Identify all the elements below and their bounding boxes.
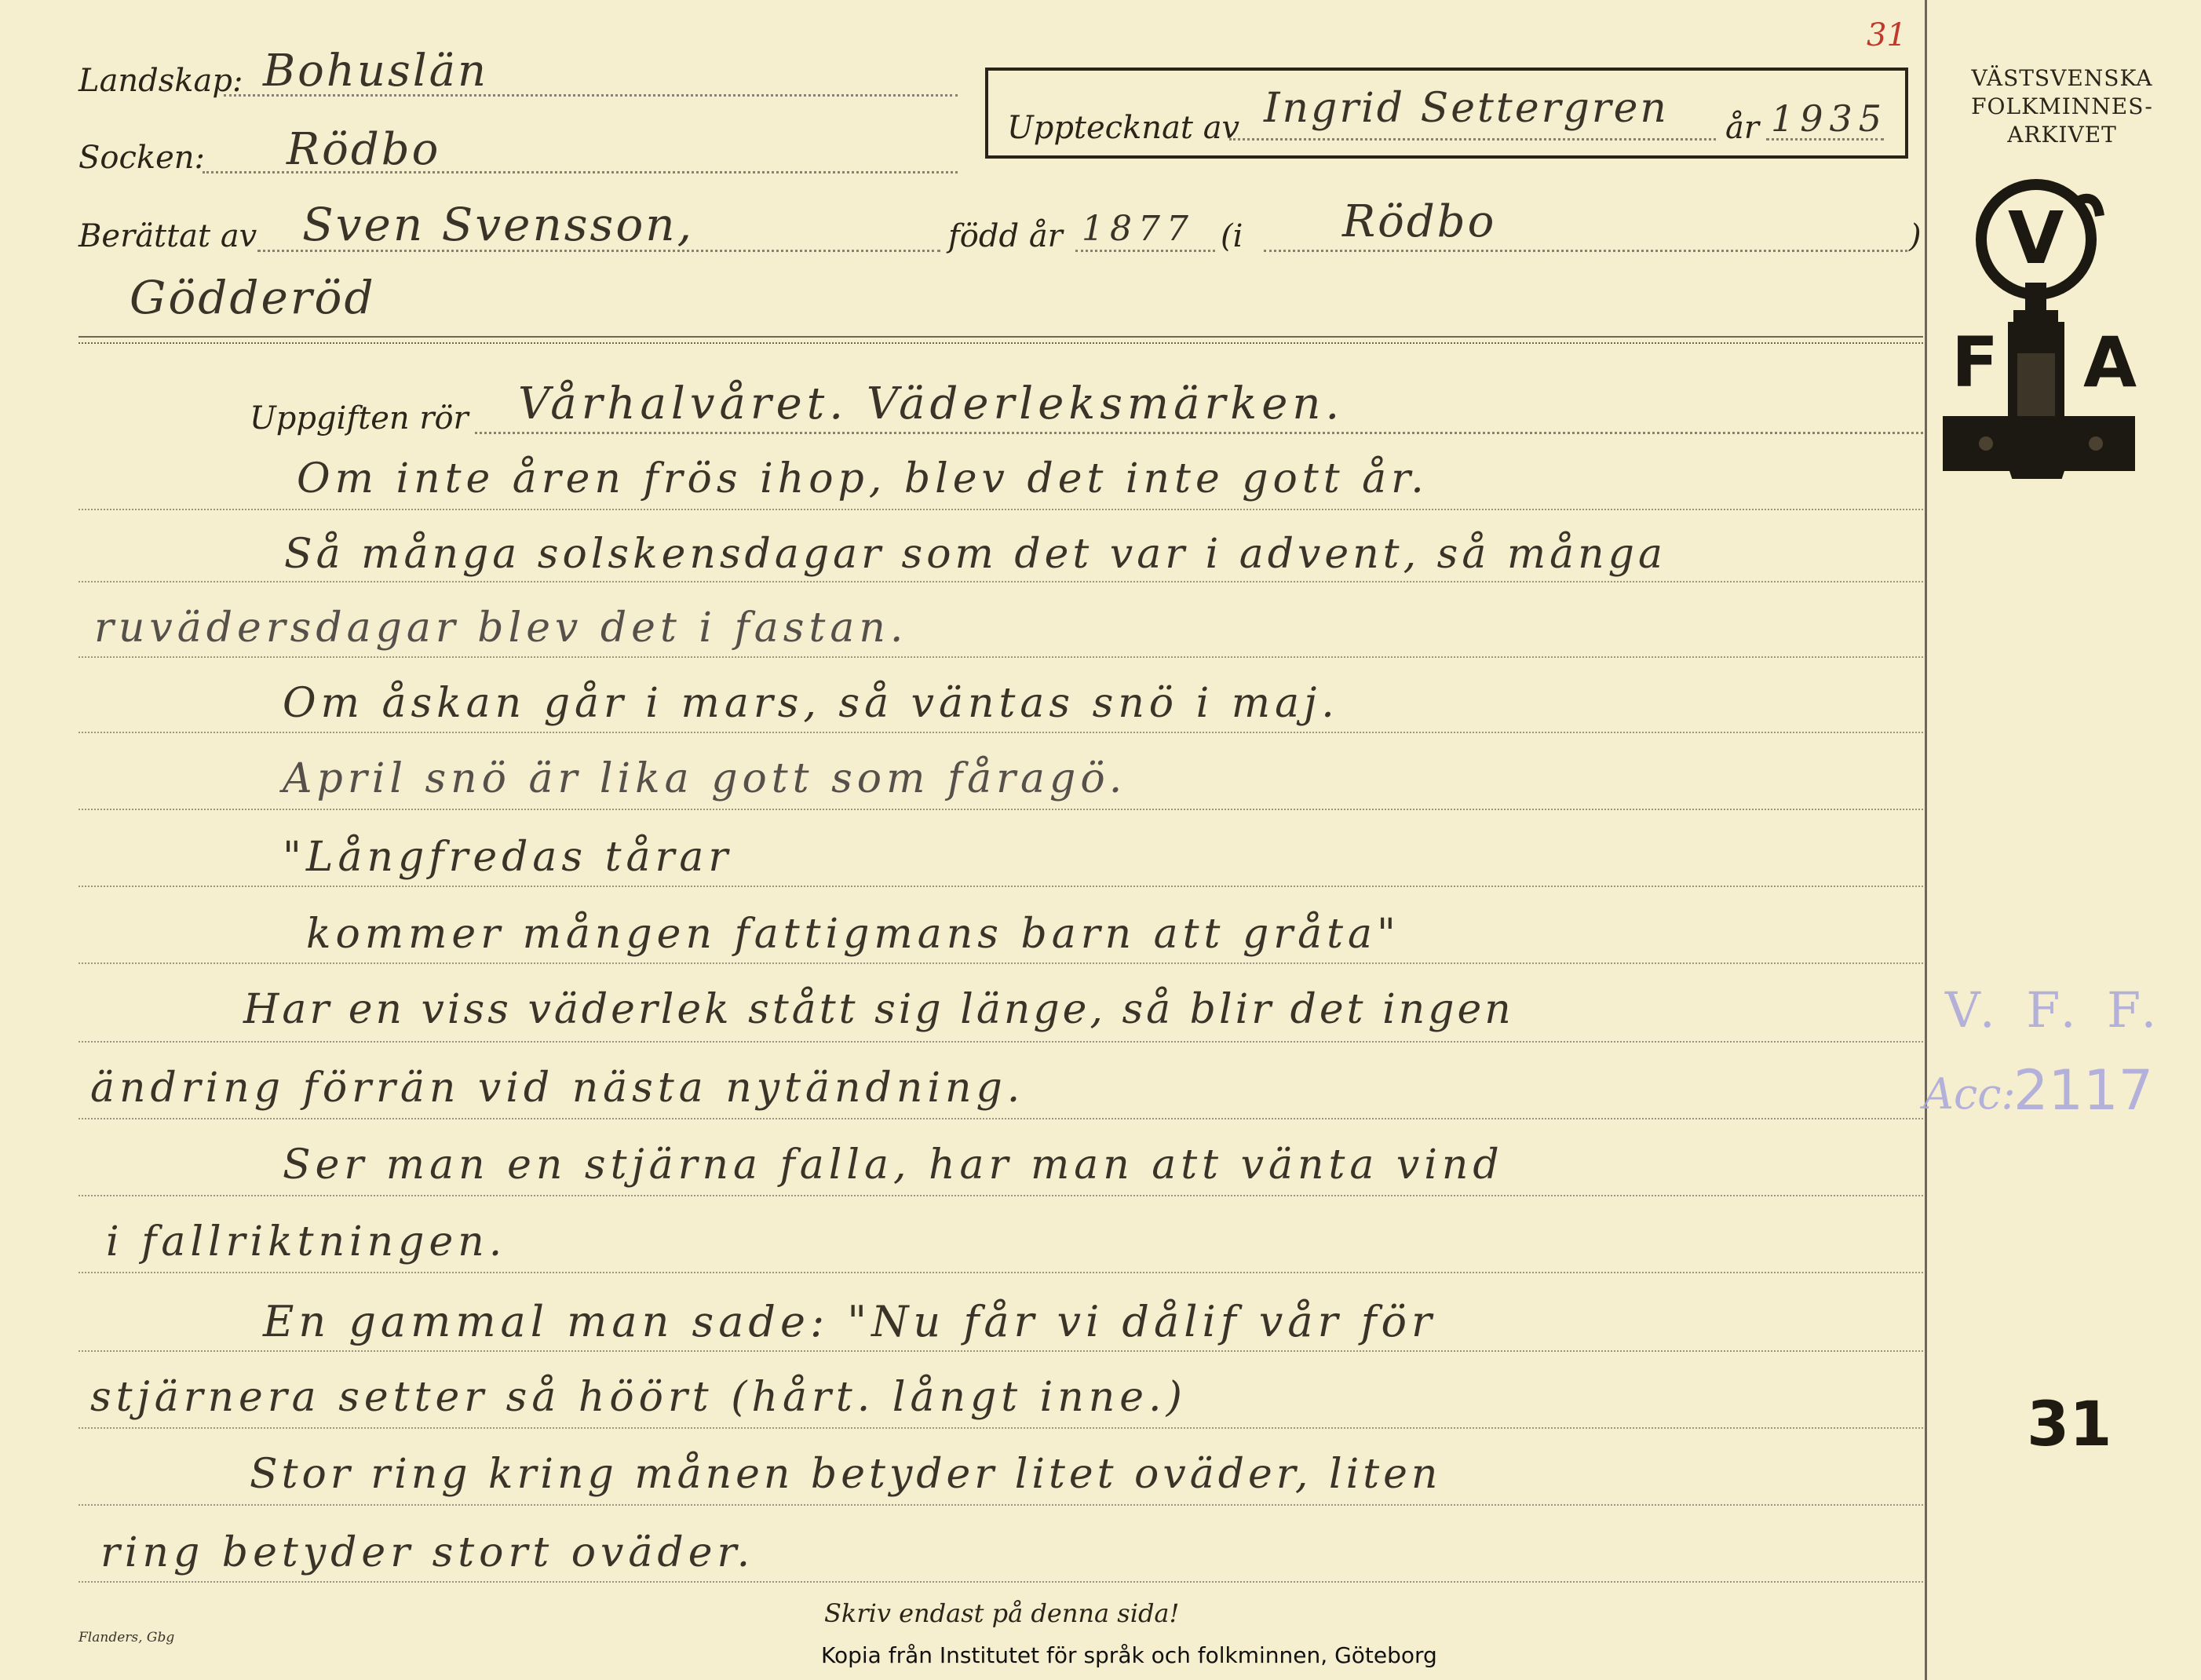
subject-label: Uppgiften rör <box>250 400 469 436</box>
socken-dotted-line <box>203 171 958 173</box>
accession-number: 2117 <box>2013 1058 2154 1123</box>
handwritten-line: ring betyder stort oväder. <box>100 1529 755 1576</box>
ruled-line <box>78 962 1923 964</box>
landskap-label: Landskap: <box>78 63 243 99</box>
fodd-paren-open: (i <box>1221 218 1243 254</box>
uppteck-label: Upptecknat av <box>1007 110 1240 146</box>
fodd-label: född år <box>948 218 1063 254</box>
ruled-line <box>78 1118 1923 1119</box>
handwritten-line: Ser man en stjärna falla, har man att vänta vind <box>283 1141 1504 1189</box>
berattat-dotted-line <box>257 250 940 252</box>
sidebar-divider <box>1925 0 1927 1680</box>
fodd-place: Rödbo <box>1342 196 1497 247</box>
uppteck-value: Ingrid Settergren <box>1264 85 1669 132</box>
fodd-paren-close: ) <box>1909 218 1922 254</box>
berattat-label: Berättat av <box>78 218 257 254</box>
handwritten-line: "Långfredas tårar <box>283 834 733 881</box>
ar-value: 1935 <box>1771 97 1889 140</box>
handwritten-line: ruvädersdagar blev det i fastan. <box>94 604 908 652</box>
fodd-place-dotted-line <box>1264 250 1907 252</box>
fodd-year-dotted-line <box>1075 250 1215 252</box>
vfa-logo <box>1939 173 2182 479</box>
handwritten-line: ändring förrän vid nästa nytändning. <box>90 1065 1025 1112</box>
logo-letter-f: F <box>1951 322 1999 403</box>
handwritten-line: Har en viss väderlek stått sig länge, så blir det ingen <box>243 986 1514 1033</box>
handwritten-line: Så många solskensdagar som det var i advent, så många <box>284 531 1666 578</box>
logo-letter-v: V <box>2008 196 2064 280</box>
fodd-year: 1877 <box>1082 209 1195 249</box>
ruled-line <box>78 1041 1923 1043</box>
archive-title-line: FOLKMINNES- <box>1971 93 2153 119</box>
printer-mark: Flanders, Gbg <box>78 1630 175 1645</box>
ar-dotted-line <box>1766 138 1884 141</box>
ruled-line <box>78 1350 1923 1352</box>
ruled-line <box>78 509 1923 510</box>
page-number: 31 <box>2027 1390 2112 1460</box>
handwritten-line: stjärnera setter så höört (hårt. långt inne.) <box>90 1374 1187 1421</box>
residence-value: Gödderöd <box>130 271 376 324</box>
ruled-line <box>78 809 1923 810</box>
archive-title <box>1933 64 2192 149</box>
archive-title-line: ARKIVET <box>2007 122 2117 148</box>
ruled-line <box>78 1504 1923 1506</box>
subject-dotted-line <box>475 432 1923 434</box>
copy-notice: Kopia från Institutet för språk och folkminnen, Göteborg <box>821 1642 1437 1668</box>
ruled-line <box>78 1272 1923 1273</box>
landskap-dotted-line <box>224 94 958 97</box>
handwritten-line: Stor ring kring månen betyder litet oväder, liten <box>250 1451 1442 1498</box>
logo-letter-a: A <box>2083 322 2137 403</box>
handwritten-line: i fallriktningen. <box>106 1218 507 1265</box>
header-separator <box>78 336 1923 338</box>
corner-page-number: 31 <box>1867 17 1907 53</box>
archive-title-line: VÄSTSVENSKA <box>1971 65 2153 91</box>
accession-label: Acc: <box>1923 1069 2016 1119</box>
socken-value: Rödbo <box>287 124 441 175</box>
ar-label: år <box>1725 110 1759 146</box>
handwritten-line: April snö är lika gott som fåragö. <box>283 755 1127 802</box>
ruled-line <box>78 1581 1923 1583</box>
ruled-line <box>78 581 1923 583</box>
handwritten-line: Om åskan går i mars, så väntas snö i maj. <box>283 680 1339 727</box>
handwritten-line: Om inte åren frös ihop, blev det inte gott år. <box>297 455 1429 502</box>
accession-stamp-line1: V. F. F. <box>1945 981 2165 1039</box>
socken-label: Socken: <box>78 140 206 176</box>
ruled-line <box>78 1427 1923 1429</box>
ruled-line <box>78 886 1923 887</box>
landskap-value: Bohuslän <box>263 46 489 97</box>
ruled-line <box>78 656 1923 658</box>
handwritten-line: En gammal man sade: "Nu får vi dålif vår för <box>263 1297 1436 1346</box>
ruled-line <box>78 732 1923 733</box>
footer-instruction: Skriv endast på denna sida! <box>824 1598 1180 1628</box>
subject-value: Vårhalvåret. Väderleksmärken. <box>518 378 1345 429</box>
berattat-value: Sven Svensson, <box>302 198 695 251</box>
ruled-line <box>78 1195 1923 1196</box>
uppteck-dotted-line <box>1229 138 1716 141</box>
header-separator-second <box>78 342 1923 344</box>
handwritten-line: kommer mången fattigmans barn att gråta" <box>306 911 1400 958</box>
